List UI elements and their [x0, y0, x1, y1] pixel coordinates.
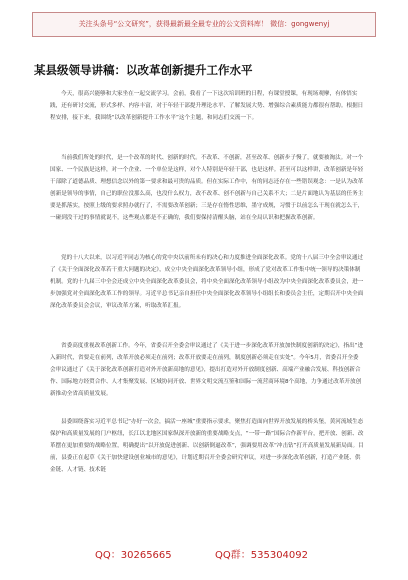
body-paragraph: 今天，很高兴能够和大家坐在一起交流学习。会前，我看了一下这次培训班的日程，有课堂授课，有现场观摩，有体悟实践，还有研讨交流，形式多样、内容丰富，对于年轻干部提升理论水平、了解发展大势、增强综合素质能力都很有帮助。根据日程安排，接下来，我围绕“以改革创新提升工作水平”这个主题，和同志们交流一下。 [50, 91, 364, 121]
qq-group-contact: QQ群：535304092 [215, 550, 309, 561]
body-paragraph: 县委围绕落实习近平总书记“办好一次会，搞活一座城”重要指示要求，聚焦打造面向世界开放发展的桥头堡，黄河流域生态保护和高质量发展的门户枢纽，长江以北地区国家纵深开放新的重要战略支点，“一带一路”国际合作新平台，把开放、创新、改革摆在更加重要的战略位置，明确提出“以开放促进创新、以创新倒逼改革”，强调要用改革“冲击钻”打开高质量发展新局面。目前，县委正在起草《关于加快建设创业城市的意见》，计划近期召开全委会研究审议，对进一步深化改革创新，打造产业链、供金链、人才链、技术链 [50, 419, 364, 473]
body-paragraph: 当前我们所处的时代，是一个改革的时代、创新的时代。不改革、不创新，甚至改革、创新步子慢了，就要被淘汰。对一个国家、一个民族是这样，对一个企业、一个单位是这样，对个人特别是年轻干部，也是这样。甚至可以这样讲，改革创新是年轻干部除了道德品质、理想信念以外的第一要求和最可贵的品质。但在实际工作中，有的同志还存在一些错误观念：一是认为改革创新是领导的事情，自己的职位没那么高，也没什么权力，改不改革、创不创新与自己关系不大；二是片面地认为基层的任务主要是抓落实，按照上级的要求照办就行了，不需要改革创新；三是存在惰性思维，墨守成规，习惯于以前怎么干现在就怎么干，一碰到没干过的事情就说不，这些观点都是不正确的，我们要保持清醒头脑，站在全局认识和把握改革创新。 [50, 155, 364, 221]
body-paragraph: 党的十八大以来，以习近平同志为核心的党中央以前所未有的决心和力度推进全面深化改革。党的十八届三中全会审议通过了《关于全面深化改革若干重大问题的决定》，成立中央全面深化改革领导小组，形成了党对改革工作集中统一领导的决策体制机制。党的十九届三中全会还成立中央全面深化改革委员会，将中央全面深化改革领导小组改为中央全面深化改革委员会，进一步加强党对全面深化改革工作的领导。习近平总书记亲自担任中央全面深化改革领导小组组长和委员会主任，定期召开中央全面深化改革委员会会议，审议改革方案，听取改革汇报。 [50, 255, 364, 309]
qq-contact: QQ：30265665 [95, 550, 172, 561]
document-title: 某县级领导讲稿：以改革创新提升工作水平 [34, 63, 253, 77]
promo-banner-text: 关注头条号“公文研究”，获得最新最全最专业的公文资料库！ 微信：gongwenyj [78, 20, 330, 28]
body-paragraph: 省委高度重视改革创新工作。今年，省委召开全委会审议通过了《关于进一步深化改革开放加快制度创新的决定》，指出“进入新时代，省要走在前列，改革开放必须走在前列；改革开放要走在前列，制度创新必须走在实处”。今年5月，省委召开全委会审议通过了《关于深化改革创新打造对外开放新高地的意见》，提出打造对外开放制度创新、高端产业融合发展、科技创新合作、国际地方经贸合作、人才集聚发展、区域协同开放、世界文明交流互鉴和国际一流营商环境8个高地，力争通过改革开放创新推动全省高质量发展。 [50, 343, 364, 397]
promo-banner [32, 12, 376, 37]
contact-footer [0, 544, 408, 562]
